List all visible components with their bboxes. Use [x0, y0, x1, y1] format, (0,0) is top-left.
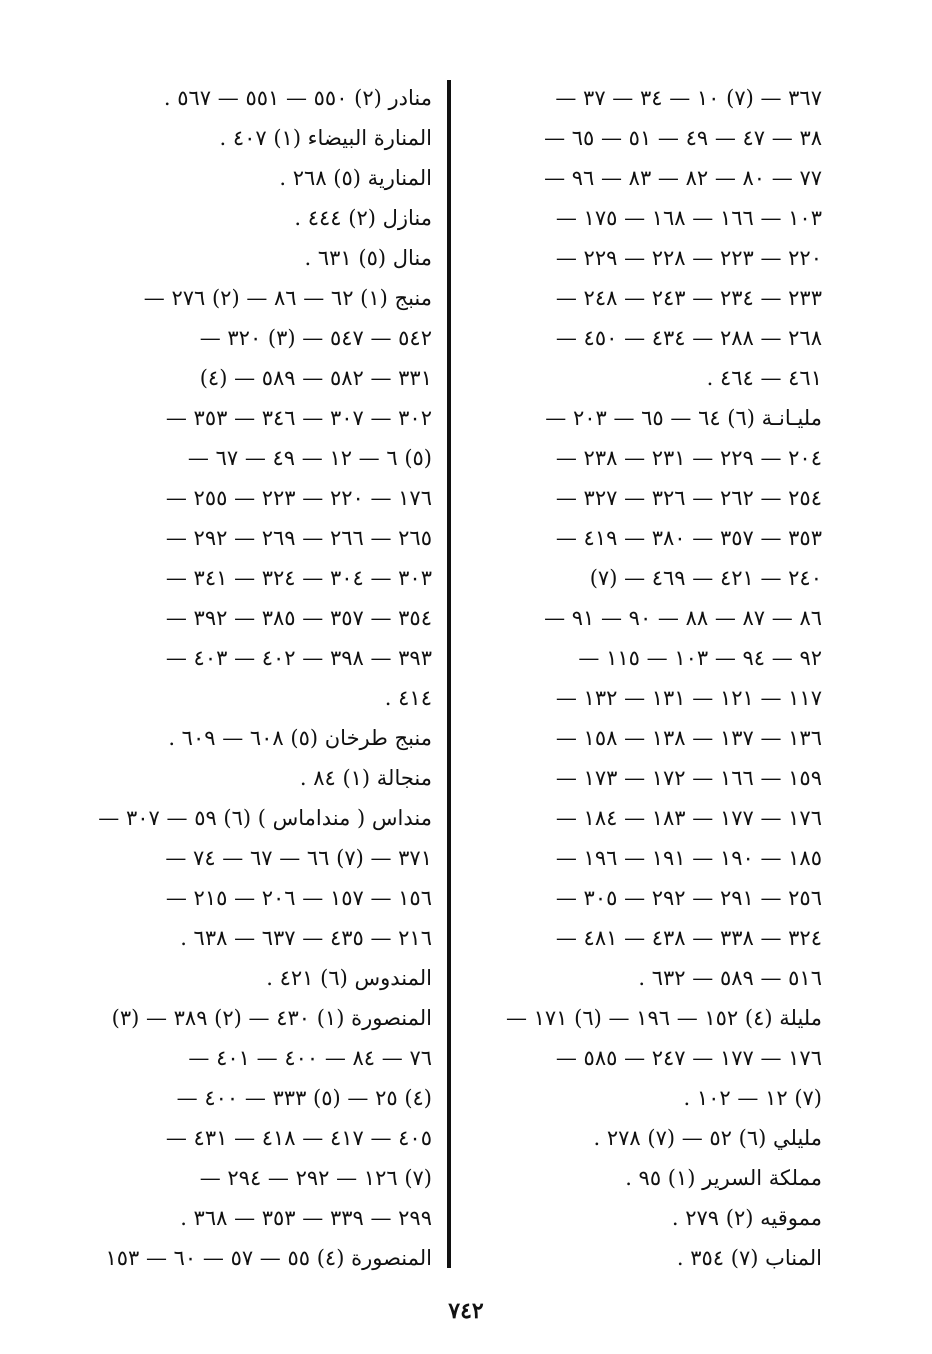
index-line: ٢٦٨ — ٢٨٨ — ٤٣٤ — ٤٥٠ — — [555, 326, 822, 350]
index-column-right — [462, 78, 822, 1278]
index-line: ١٥٩ — ١٦٦ — ١٧٢ — ١٧٣ — — [555, 766, 822, 790]
index-line: ١٧٦ — ٢٢٠ — ٢٢٣ — ٢٥٥ — — [165, 486, 432, 510]
index-line: ١١٧ — ١٢١ — ١٣١ — ١٣٢ — — [555, 686, 822, 710]
index-line: ١٧٦ — ١٧٧ — ٢٤٧ — ٥٨٥ — — [555, 1046, 822, 1070]
index-entry-heading: مليلة (٤) ١٥٢ — ١٩٦ — (٦) ١٧١ — — [505, 1006, 822, 1030]
index-line: ٢٤٠ — ٤٢١ — ٤٦٩ — (٧) — [589, 566, 822, 590]
index-entry-heading: مليلي (٦) ٥٢ — (٧) ٢٧٨ . — [593, 1126, 822, 1150]
index-line: ٢٥٤ — ٢٦٢ — ٣٢٦ — ٣٢٧ — — [555, 486, 822, 510]
index-entry-heading: منازل (٢) ٤٤٤ . — [294, 206, 432, 230]
column-divider — [447, 80, 451, 1268]
index-entry-heading: المنصورة (٤) ٥٥ — ٥٧ — ٦٠ — ١٥٣ — [105, 1246, 432, 1270]
index-line: ٣٧١ — (٧) ٦٦ — ٦٧ — ٧٤ — — [165, 846, 432, 870]
index-entry-heading: منبج طرخان (٥) ٦٠٨ — ٦٠٩ . — [168, 726, 432, 750]
page-number: ٧٤٢ — [448, 1298, 484, 1324]
index-line: ٥٤٢ — ٥٤٧ — (٣) ٣٢٠ — — [199, 326, 432, 350]
index-column-left — [72, 78, 432, 1278]
index-line: ٣٢٤ — ٣٣٨ — ٤٣٨ — ٤٨١ — — [555, 926, 822, 950]
index-line: ٩٢ — ٩٤ — ١٠٣ — ١١٥ — — [578, 646, 822, 670]
index-line: ٢٩٩ — ٣٣٩ — ٣٥٣ — ٣٦٨ . — [180, 1206, 432, 1230]
index-entry-heading: منجالة (١) ٨٤ . — [299, 766, 432, 790]
index-line: ٣٣١ — ٥٨٢ — ٥٨٩ — (٤) — [199, 366, 432, 390]
index-line: ٢٥٦ — ٢٩١ — ٢٩٢ — ٣٠٥ — — [555, 886, 822, 910]
index-entry-heading: المنارية (٥) ٢٦٨ . — [279, 166, 432, 190]
index-entry-heading: منادر (٢) ٥٥٠ — ٥٥١ — ٥٦٧ . — [163, 86, 432, 110]
index-line: ٣٥٣ — ٣٥٧ — ٣٨٠ — ٤١٩ — — [555, 526, 822, 550]
index-line: ٧٦ — ٨٤ — ٤٠٠ — ٤٠١ — — [188, 1046, 432, 1070]
index-line: (٤) ٢٥ — (٥) ٣٣٣ — ٤٠٠ — — [176, 1086, 432, 1110]
index-line: ٣٠٢ — ٣٠٧ — ٣٤٦ — ٣٥٣ — — [165, 406, 432, 430]
index-line: ١٠٣ — ١٦٦ — ١٦٨ — ١٧٥ — — [555, 206, 822, 230]
index-line: ١٧٦ — ١٧٧ — ١٨٣ — ١٨٤ — — [555, 806, 822, 830]
index-entry-heading: مملكة السرير (١) ٩٥ . — [625, 1166, 822, 1190]
index-entry-heading: منبج (١) ٦٢ — ٨٦ — (٢) ٢٧٦ — — [143, 286, 432, 310]
index-line: (٧) ١٢٦ — ٢٩٢ — ٢٩٤ — — [199, 1166, 432, 1190]
index-line: ٣٨ — ٤٧ — ٤٩ — ٥١ — ٦٥ — — [544, 126, 822, 150]
index-line: ١٣٦ — ١٣٧ — ١٣٨ — ١٥٨ — — [555, 726, 822, 750]
index-line: ٢٦٥ — ٢٦٦ — ٢٦٩ — ٢٩٢ — — [165, 526, 432, 550]
index-line: ٣٠٣ — ٣٠٤ — ٣٢٤ — ٣٤١ — — [165, 566, 432, 590]
index-line: (٧) ١٢ — ١٠٢ . — [683, 1086, 822, 1110]
index-line: (٥) ٦ — ١٢ — ٤٩ — ٦٧ — — [187, 446, 432, 470]
index-line: ٧٧ — ٨٠ — ٨٢ — ٨٣ — ٩٦ — — [544, 166, 822, 190]
index-line: ٣٦٧ — (٧) ١٠ — ٣٤ — ٣٧ — — [555, 86, 822, 110]
index-entry-heading: منداس ( منداماس ) (٦) ٥٩ — ٣٠٧ — — [98, 806, 432, 830]
index-line: ٤٦١ — ٤٦٤ . — [706, 366, 822, 390]
index-line: ٣٩٣ — ٣٩٨ — ٤٠٢ — ٤٠٣ — — [165, 646, 432, 670]
index-line: ١٨٥ — ١٩٠ — ١٩١ — ١٩٦ — — [555, 846, 822, 870]
index-line: ١٥٦ — ١٥٧ — ٢٠٦ — ٢١٥ — — [165, 886, 432, 910]
index-entry-heading: المنصورة (١) ٤٣٠ — (٢) ٣٨٩ — (٣) — [111, 1006, 432, 1030]
index-line: ٥١٦ — ٥٨٩ — ٦٣٢ . — [638, 966, 822, 990]
index-line: ٤٠٥ — ٤١٧ — ٤١٨ — ٤٣١ — — [165, 1126, 432, 1150]
index-line: ٢١٦ — ٤٣٥ — ٦٣٧ — ٦٣٨ . — [180, 926, 432, 950]
index-line: ٢٠٤ — ٢٢٩ — ٢٣١ — ٢٣٨ — — [555, 446, 822, 470]
index-entry-heading: المناب (٧) ٣٥٤ . — [676, 1246, 822, 1270]
index-line: ٢٣٣ — ٢٣٤ — ٢٤٣ — ٢٤٨ — — [555, 286, 822, 310]
index-entry-heading: منال (٥) ٦٣١ . — [304, 246, 432, 270]
index-line: ٢٢٠ — ٢٢٣ — ٢٢٨ — ٢٢٩ — — [555, 246, 822, 270]
index-entry-heading: مليـانـة (٦) ٦٤ — ٦٥ — ٢٠٣ — — [545, 406, 822, 430]
index-line: ٨٦ — ٨٧ — ٨٨ — ٩٠ — ٩١ — — [544, 606, 822, 630]
index-entry-heading: المنارة البيضاء (١) ٤٠٧ . — [219, 126, 432, 150]
index-line: ٤١٤ . — [384, 686, 432, 710]
index-line: ٣٥٤ — ٣٥٧ — ٣٨٥ — ٣٩٢ — — [165, 606, 432, 630]
index-entry-heading: المندوس (٦) ٤٢١ . — [266, 966, 432, 990]
index-entry-heading: مموقيه (٢) ٢٧٩ . — [671, 1206, 822, 1230]
